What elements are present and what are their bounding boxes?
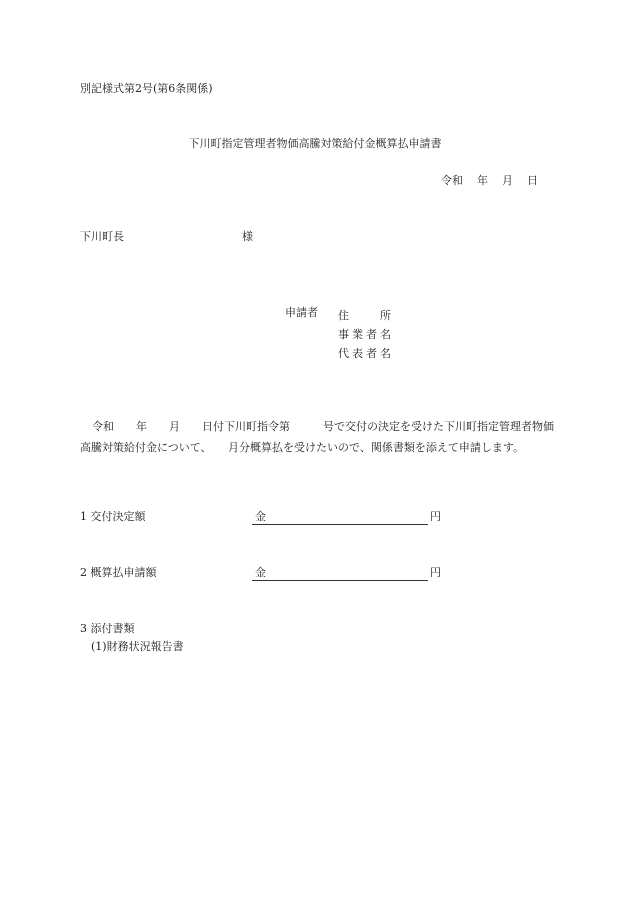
attachment-item: (1)財務状況報告書 xyxy=(91,640,184,653)
grant-decision-amount-suffix: 円 xyxy=(430,510,441,523)
date-year: 年 xyxy=(477,174,488,187)
document-title: 下川町指定管理者物価高騰対策給付金概算払申請書 xyxy=(188,137,442,150)
grant-decision-amount-label: 1 交付決定額 xyxy=(80,510,146,523)
grant-decision-amount-field[interactable] xyxy=(252,524,428,525)
date-day: 日 xyxy=(527,174,538,187)
date-era: 令和 xyxy=(441,174,463,187)
date-month: 月 xyxy=(502,174,513,187)
advance-payment-amount-prefix: 金 xyxy=(255,566,266,579)
form-label: 別記様式第2号(第6条関係) xyxy=(80,82,213,95)
application-statement xyxy=(80,416,560,458)
applicant-label: 申請者 xyxy=(285,306,318,319)
advance-payment-amount-label: 2 概算払申請額 xyxy=(80,566,157,579)
applicant-address-label: 住 所 xyxy=(338,309,394,322)
advance-payment-amount-field[interactable] xyxy=(252,580,428,581)
statement-line-2: 高騰対策給付金について、 月分概算払を受けたいので、関係書類を添えて申請します。 xyxy=(80,441,524,454)
applicant-fields xyxy=(338,306,394,363)
addressee: 下川町長 xyxy=(80,230,124,243)
applicant-representative-label: 代表者名 xyxy=(338,347,394,360)
grant-decision-amount-prefix: 金 xyxy=(255,510,266,523)
applicant-business-name-label: 事業者名 xyxy=(338,328,394,341)
advance-payment-amount-suffix: 円 xyxy=(430,566,441,579)
honorific: 様 xyxy=(242,230,253,243)
attachments-title: 3 添付書類 xyxy=(80,622,135,635)
statement-line-1: 令和 年 月 日付下川町指令第 号で交付の決定を受けた下川町指定管理者物価 xyxy=(92,420,554,433)
date-line xyxy=(441,174,538,188)
